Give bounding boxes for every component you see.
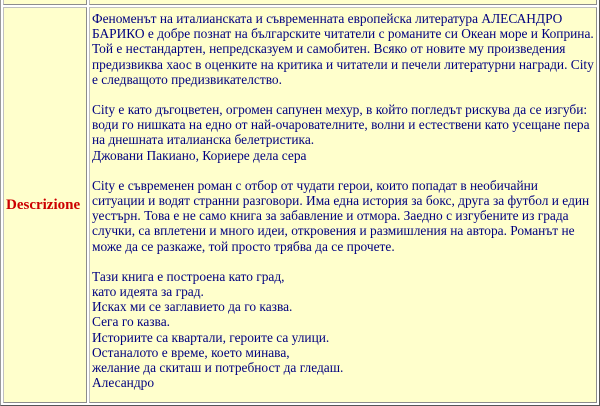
poem-line: желание да скиташ и потребност да гледаш. (92, 360, 344, 376)
table-row (3, 0, 597, 5)
description-label: Descrizione (6, 196, 81, 213)
description-paragraph: Феноменът на италианската и съвременната европейска литература АЛЕСАНДРО БАРИКО е добре познат на българските читатели с романите си Океан море и Коприна. Той е нестандартен, непредсказуем и самобитен. Всяко от новите му произведения предизвиква хаос в оценките на критика и читатели и печели литературни награди. City е следващото предизвикателство. (92, 11, 594, 87)
description-value-cell (89, 7, 597, 403)
poem-signature: Алесандро (92, 375, 155, 391)
poem-line: Сега го казва. (92, 314, 170, 330)
poem-line: Тази книга е построена като град, (92, 268, 285, 284)
description-paragraph: City е като дъгоцветен, огромен сапунен мехур, в който погледът рискува да се изгуби: води го нишката на едно от най-очарователните, волни и естествени като усещане пера на днешната италианска белетристика. (92, 102, 590, 148)
poem-line: като идеята за град. (92, 284, 204, 300)
product-detail-table (1, 0, 599, 405)
top-value-cell (89, 0, 597, 5)
top-label-cell (3, 0, 87, 5)
poem-line: Останалото е време, което минава, (92, 344, 290, 360)
description-paragraph: City е съвременен роман с отбор от чудати герои, които попадат в необичайни ситуации и водят странни разговори. Има една история за бокс, друга за футбол и един уестърн. Това е не само книга за забавление и отмора. Заедно с изгубените из града случки, са вплетени и много идеи, откровения и размишления на автора. Романът не може да се разкаже, той просто трябва да се прочете. (92, 177, 590, 254)
poem-line: Исках ми се заглавието да го казва. (92, 299, 293, 315)
poem-line: Историите са квартали, героите са улици. (92, 329, 330, 345)
table-row (3, 7, 597, 403)
description-label-cell (3, 7, 87, 403)
quote-attribution: Джовани Пакиано, Кориере дела сера (92, 147, 307, 163)
poem-block (92, 269, 594, 391)
